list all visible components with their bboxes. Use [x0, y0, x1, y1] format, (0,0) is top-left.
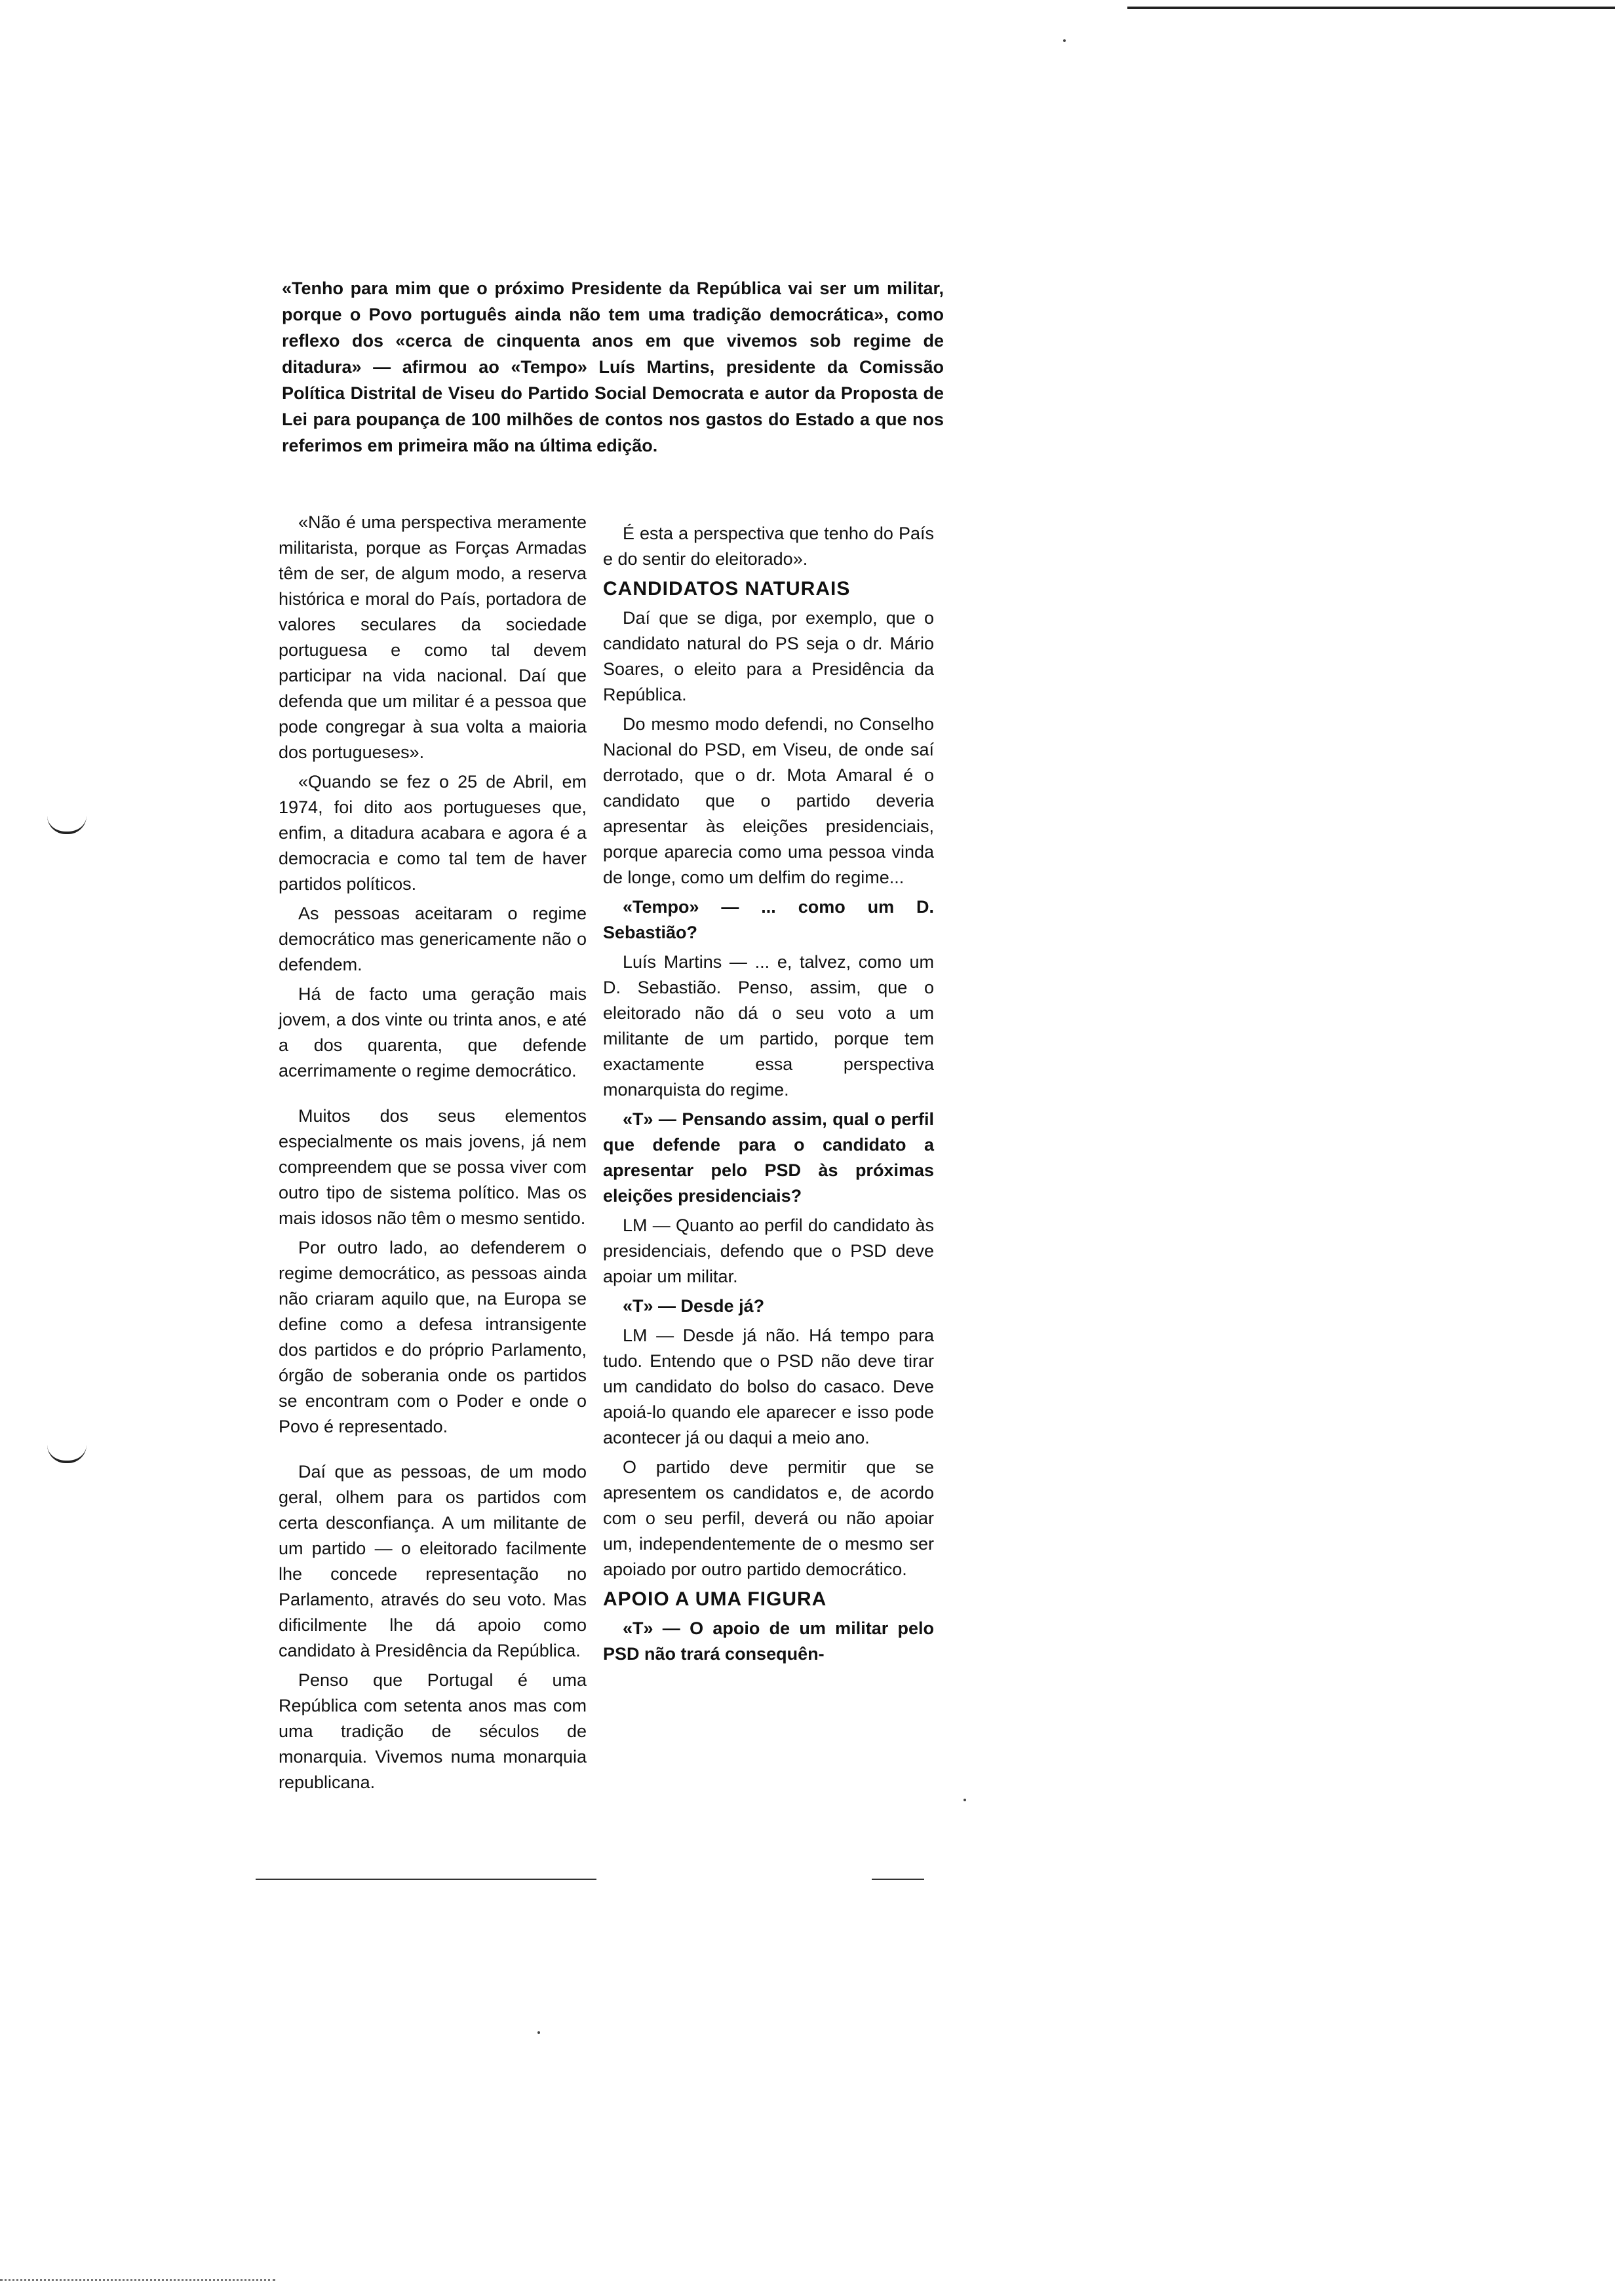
- paragraph: Muitos dos seus elementos especialmente os mais jovens, já nem compreendem que se possa viver com outro tipo de sistema político. Mas os mais idosos não têm o mesmo sentido.: [279, 1106, 587, 1228]
- interview-question: «T» — Pensando assim, qual o perfil que defende para o candidato a apresentar pelo PSD às próximas eleições presidenciais?: [603, 1109, 934, 1206]
- paragraph: O partido deve permitir que se apresentem os candidatos e, de acordo com o seu perfil, deverá ou não apoiar um, independentemente de o mesmo ser apoiado por outro partido democrático.: [603, 1457, 934, 1579]
- scan-margin-mark: [47, 816, 87, 834]
- paragraph: Há de facto uma geração mais jovem, a dos vinte ou trinta anos, e até a dos quarenta, que defende acerrimamente o regime democrático.: [279, 984, 587, 1081]
- paragraph: «Não é uma perspectiva meramente militarista, porque as Forças Armadas têm de ser, de algum modo, a reserva histórica e moral do País, portadora de valores seculares da sociedade portuguesa e como tal devem participar na vida nacional. Daí que defenda que um militar é a pessoa que pode congregar à sua volta a maioria dos portugueses».: [279, 512, 587, 762]
- section-heading: APOIO A UMA FIGURA: [603, 1588, 827, 1610]
- top-border-line: [1127, 7, 1615, 9]
- scan-margin-mark: [47, 1445, 87, 1463]
- interview-question: «T» — O apoio de um militar pelo PSD não trará consequên-: [603, 1618, 934, 1664]
- paragraph: Daí que se diga, por exemplo, que o candidato natural do PS seja o dr. Mário Soares, o eleito para a Presidência da República.: [603, 608, 934, 704]
- section-heading: CANDIDATOS NATURAIS: [603, 578, 851, 600]
- paragraph: Por outro lado, ao defenderem o regime democrático, as pessoas ainda não criaram aquilo que, na Europa se define como a defesa intransigente dos partidos e do próprio Parlamento, órgão de soberania onde os partidos se encontram com o Poder e onde o Povo é representado.: [279, 1238, 587, 1436]
- paragraph: É esta a perspectiva que tenho do País e do sentir do eleitorado».: [603, 524, 934, 569]
- paragraph: Penso que Portugal é uma República com setenta anos mas com uma tradição de séculos de monarquia. Vivemos numa monarquia republicana.: [279, 1670, 587, 1792]
- paragraph: As pessoas aceitaram o regime democrático mas genericamente não o defendem.: [279, 904, 587, 974]
- scan-speck: [963, 1799, 966, 1801]
- interview-question: «T» — Desde já?: [623, 1296, 765, 1316]
- column-end-rule: [256, 1879, 596, 1880]
- scan-bottom-edge: [0, 2279, 275, 2281]
- paragraph: Daí que as pessoas, de um modo geral, olhem para os partidos com certa desconfiança. A um militante de um partido — o eleitorado facilmente lhe concede representação no Parlamento, através do seu voto. Mas dificilmente lhe dá apoio como candidato à Presidência da República.: [279, 1462, 587, 1660]
- paragraph: «Quando se fez o 25 de Abril, em 1974, foi dito aos portugueses que, enfim, a ditadura acabara e agora é a democracia e como tal tem de haver partidos políticos.: [279, 772, 587, 894]
- paragraph: LM — Quanto ao perfil do candidato às presidenciais, defendo que o PSD deve apoiar um militar.: [603, 1215, 934, 1286]
- column-end-rule: [872, 1879, 924, 1880]
- article-column-right: [603, 521, 934, 1671]
- article-column-left: [279, 510, 587, 1799]
- paragraph: Do mesmo modo defendi, no Conselho Nacional do PSD, em Viseu, de onde saí derrotado, que o dr. Mota Amaral é o candidato que o partido deveria apresentar às eleições presidenciais, porque aparecia como uma pessoa vinda de longe, como um delfim do regime...: [603, 714, 934, 887]
- interview-question: «Tempo» — ... como um D. Sebastião?: [603, 897, 934, 942]
- paragraph: Luís Martins — ... e, talvez, como um D. Sebastião. Penso, assim, que o eleitorado não dá o seu voto a um militante de um partido, porque tem exactamente essa perspectiva monarquista do regime.: [603, 952, 934, 1100]
- scan-speck: [1063, 39, 1066, 42]
- scan-speck: [537, 2031, 540, 2034]
- paragraph: LM — Desde já não. Há tempo para tudo. Entendo que o PSD não deve tirar um candidato do bolso do casaco. Deve apoiá-lo quando ele aparecer e isso pode acontecer já ou daqui a meio ano.: [603, 1326, 934, 1447]
- article-lead: «Tenho para mim que o próximo Presidente da República vai ser um militar, porque o Povo português ainda não tem uma tradição democrática», como reflexo dos «cerca de cinquenta anos em que vivemos sob regime de ditadura» — afirmou ao «Tempo» Luís Martins, presidente da Comissão Política Distrital de Viseu do Partido Social Democrata e autor da Proposta de Lei para poupança de 100 milhões de contos nos gastos do Estado a que nos referimos em primeira mão na última edição.: [282, 278, 944, 455]
